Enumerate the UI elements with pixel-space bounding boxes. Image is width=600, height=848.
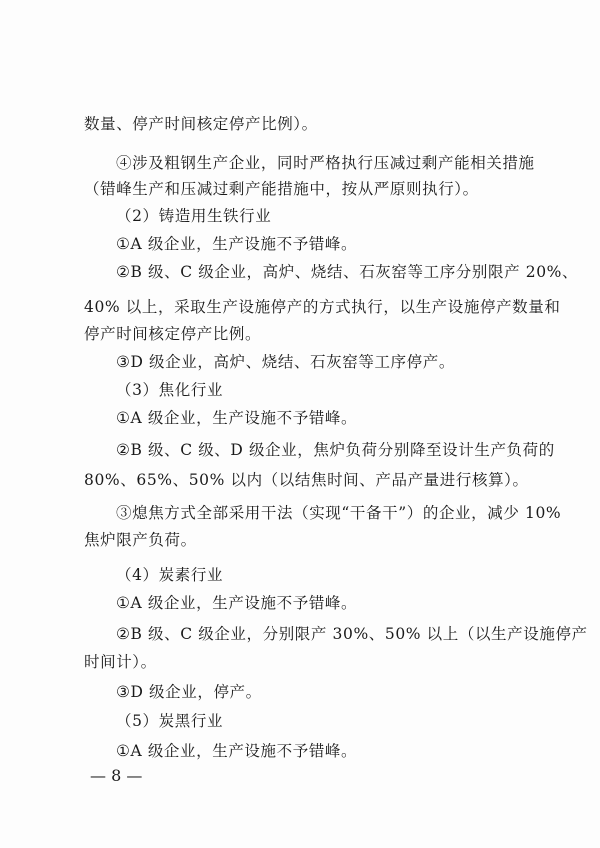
page-number: — 8 — (90, 766, 143, 785)
section-heading: （5）炭黑行业 (116, 712, 224, 730)
text-line: ①A 级企业，生产设施不予错峰。 (116, 409, 358, 427)
text-line: 80%、65%、50% 以内（以结焦时间、产品产量进行核算）。 (84, 471, 529, 489)
text-line: ②B 级、C 级企业，分别限产 30%、50% 以上（以生产设施停产 (116, 625, 588, 643)
section-heading: （4）炭素行业 (116, 566, 224, 584)
section-heading: （2）铸造用生铁行业 (116, 207, 272, 225)
text-line: ④涉及粗钢生产企业，同时严格执行压减过剩产能相关措施 (116, 154, 535, 172)
text-line: ②B 级、C 级、D 级企业，焦炉负荷分别降至设计生产负荷的 (116, 441, 555, 459)
text-line: 停产时间核定停产比例。 (84, 325, 262, 343)
text-line: ①A 级企业，生产设施不予错峰。 (116, 235, 358, 253)
section-heading: （3）焦化行业 (116, 381, 224, 399)
text-line: ①A 级企业，生产设施不予错峰。 (116, 742, 358, 760)
text-line: ③熄焦方式全部采用干法（实现“干备干”）的企业，减少 10% (116, 504, 562, 522)
text-line: ①A 级企业，生产设施不予错峰。 (116, 594, 358, 612)
text-line: ②B 级、C 级企业，高炉、烧结、石灰窑等工序分别限产 20%、 (116, 263, 579, 281)
text-line: ③D 级企业，停产。 (116, 683, 262, 701)
text-line: 焦炉限产负荷。 (84, 531, 197, 549)
text-line: 40% 以上，采取生产设施停产的方式执行，以生产设施停产数量和 (84, 298, 561, 316)
text-line: ③D 级企业，高炉、烧结、石灰窑等工序停产。 (116, 353, 455, 371)
text-line: 数量、停产时间核定停产比例）。 (84, 115, 318, 133)
text-line: （错峰生产和压减过剩产能措施中，按从严原则执行）。 (84, 180, 479, 198)
text-line: 时间计）。 (84, 653, 157, 671)
